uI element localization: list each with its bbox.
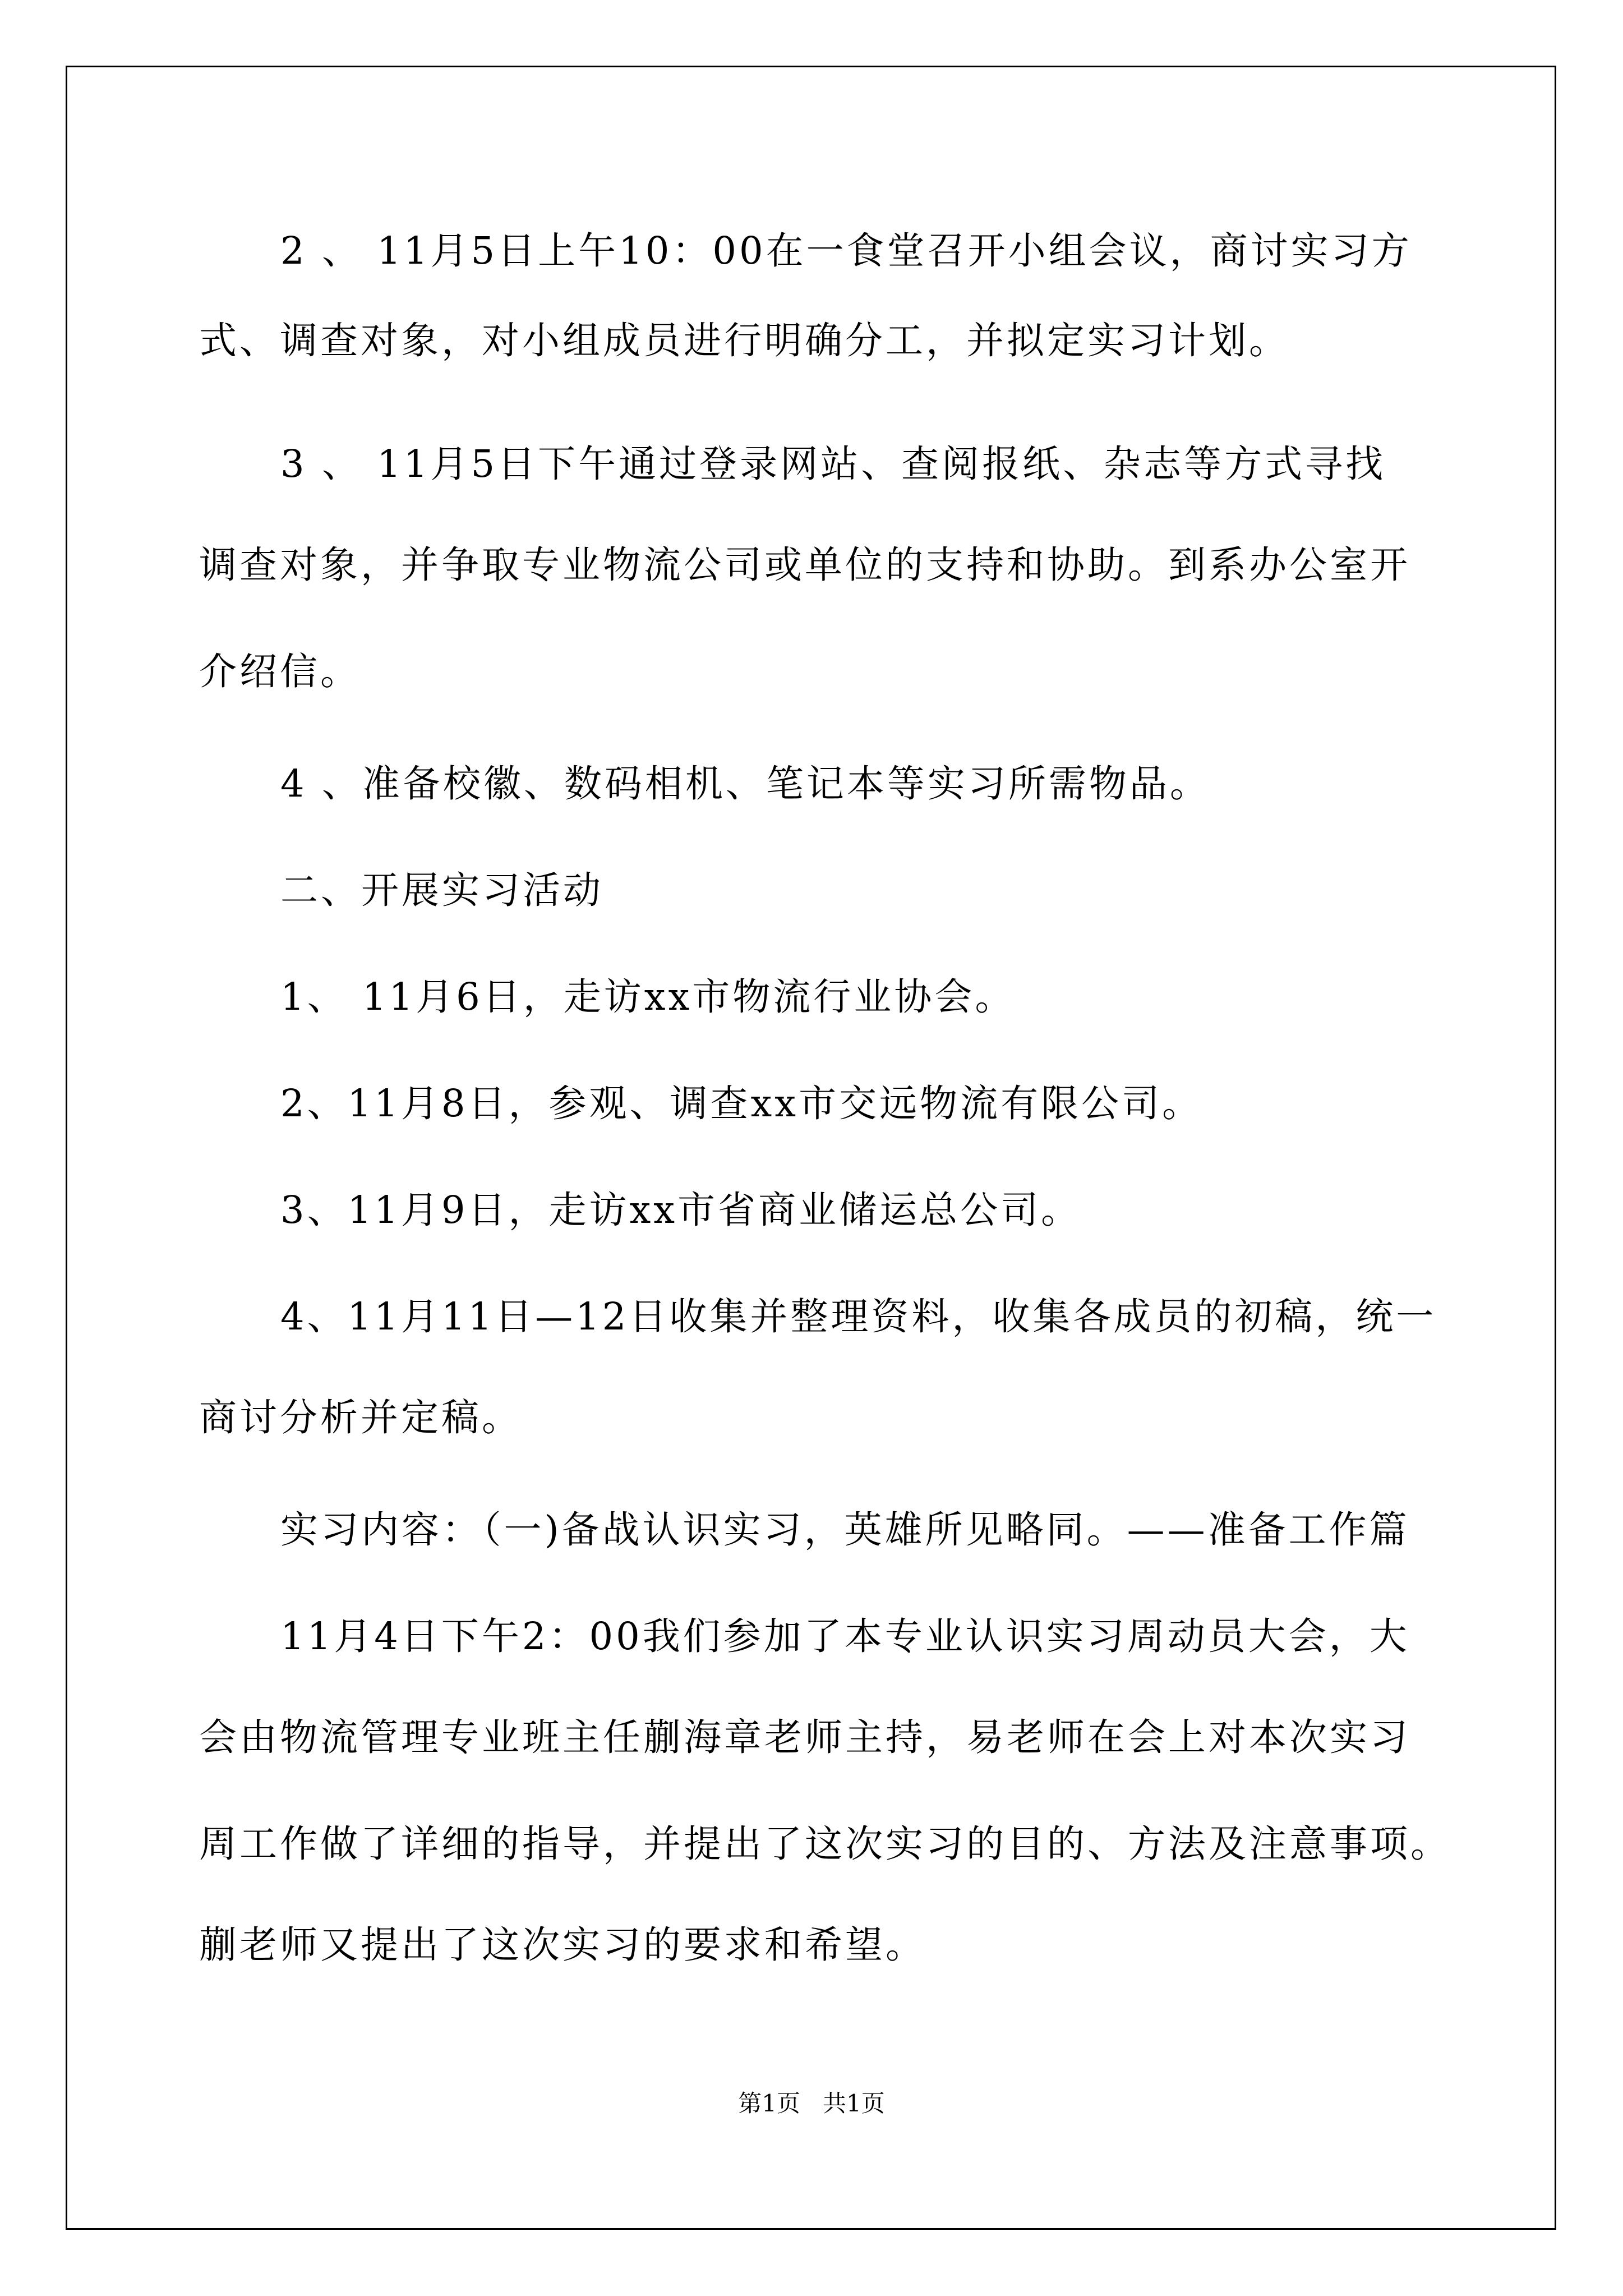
paragraph-line: 周工作做了详细的指导，并提出了这次实习的目的、方法及注意事项。 [199,1822,1451,1866]
paragraph-line: 1、 11月6日，走访xx市物流行业协会。 [280,975,1016,1019]
paragraph-line: 介绍信。 [199,650,361,693]
paragraph-line: 会由物流管理专业班主任蒯海章老师主持，易老师在会上对本次实习 [199,1715,1410,1759]
page-border [66,66,1556,2230]
paragraph-line: 4、11月11日—12日收集并整理资料，收集各成员的初稿，统一 [280,1295,1437,1338]
paragraph-line: 3 、 11月5日下午通过登录网站、查阅报纸、杂志等方式寻找 [280,442,1386,486]
paragraph-line: 调查对象，并争取专业物流公司或单位的支持和协助。到系办公室开 [199,543,1410,587]
paragraph-line: 2、11月8日，参观、调查xx市交远物流有限公司。 [280,1082,1203,1125]
paragraph-line: 实习内容：（一)备战认识实习，英雄所见略同。——准备工作篇 [280,1508,1410,1552]
section-heading: 二、开展实习活动 [280,868,603,912]
paragraph-line: 式、调查对象，对小组成员进行明确分工，并拟定实习计划。 [199,319,1289,362]
paragraph-line: 4 、准备校徽、数码相机、笔记本等实习所需物品。 [280,762,1210,806]
paragraph-line: 商讨分析并定稿。 [199,1396,522,1439]
paragraph-line: 蒯老师又提出了这次实习的要求和希望。 [199,1923,926,1967]
paragraph-line: 11月4日下午2：00我们参加了本专业认识实习周动员大会，大 [280,1614,1410,1658]
page-footer: 第1页 共1页 [738,2090,885,2117]
paragraph-line: 2 、 11月5日上午10：00在一食堂召开小组会议，商讨实习方 [280,229,1412,273]
paragraph-line: 3、11月9日，走访xx市省商业储运总公司。 [280,1188,1082,1232]
